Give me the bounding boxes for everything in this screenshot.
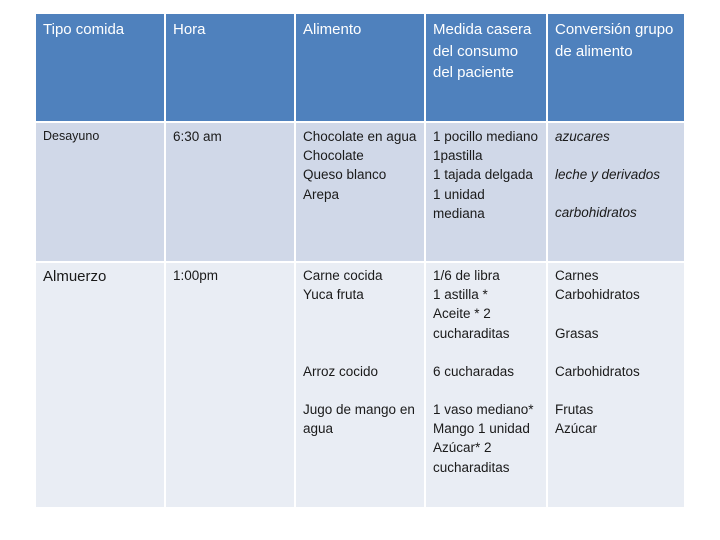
header-medida-casera: Medida casera del consumo del paciente [425,14,547,122]
header-hora: Hora [165,14,295,122]
header-conversion: Conversión grupo de alimento [547,14,684,122]
table-row-desayuno [36,122,684,262]
cell-medida-almuerzo [425,262,547,507]
alimento-item: Jugo de mango en agua [303,402,415,437]
alimento-item: Carne cocida Yuca fruta [303,268,383,303]
cell-conversion-almuerzo [547,262,684,507]
header-tipo-comida: Tipo comida [36,14,165,122]
conversion-item: leche y derivados [555,167,661,183]
cell-conversion-desayuno [547,122,684,262]
conversion-item: carbohidratos [555,205,637,221]
cell-tipo-desayuno: Desayuno [36,122,165,262]
cell-tipo-almuerzo: Almuerzo [36,262,165,507]
medida-item: 6 cucharadas [433,364,515,379]
conversion-item: Carbohidratos [555,364,640,379]
header-alimento: Alimento [295,14,425,122]
medida-item: 1/6 de libra 1 astilla * Aceite * 2 cucharaditas [433,268,510,341]
cell-alimento-desayuno: Chocolate en agua Chocolate Queso blanco Arepa [295,122,425,262]
conversion-item: Carnes Carbohidratos Grasas [555,268,640,341]
table-row-almuerzo [36,262,684,507]
cell-hora-almuerzo: 1:00pm [165,262,295,507]
alimento-item: Arroz cocido [303,364,379,379]
conversion-item: azucares [555,129,610,144]
conversion-item: Frutas Azúcar [555,402,598,437]
medida-item: 1 vaso mediano* Mango 1 unidad Azúcar* 2 cucharaditas [433,402,534,475]
header-row [36,14,684,122]
food-intake-table [36,14,684,507]
cell-hora-desayuno: 6:30 am [165,122,295,262]
cell-alimento-almuerzo [295,262,425,507]
cell-medida-desayuno: 1 pocillo mediano 1pastilla 1 tajada delgada 1 unidad mediana [425,122,547,262]
